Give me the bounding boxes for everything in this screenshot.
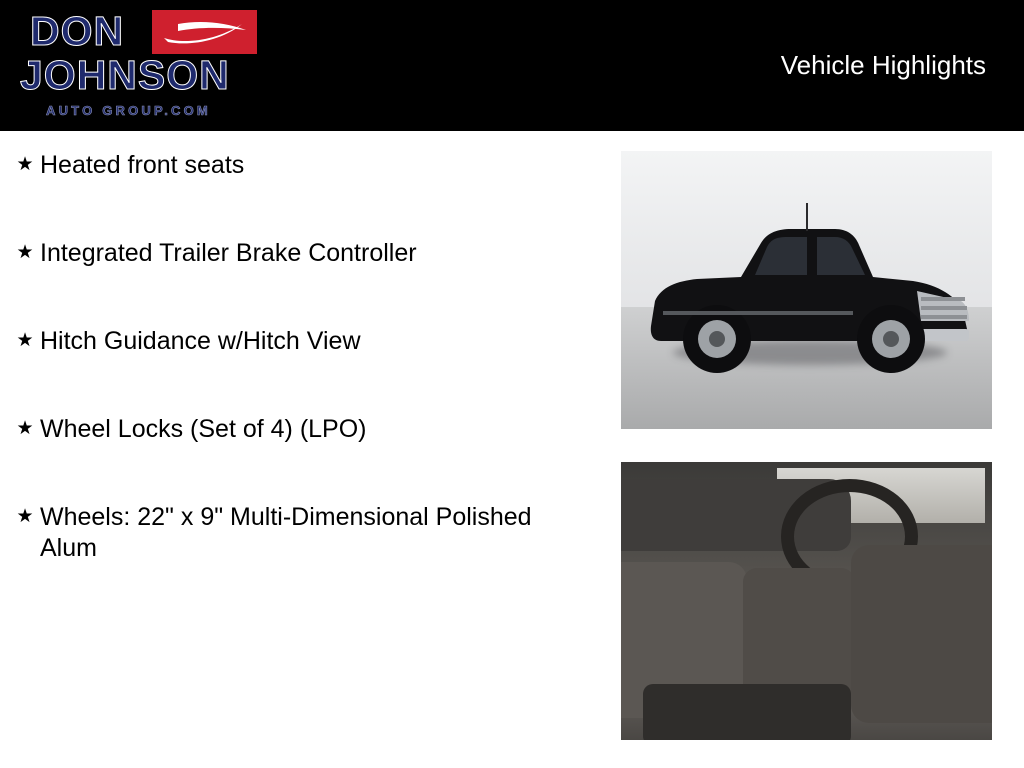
list-item — [10, 150, 590, 181]
list-item — [10, 238, 590, 269]
logo-line-1: DON — [30, 8, 125, 54]
exterior-photo — [621, 151, 992, 429]
floor-mat — [643, 684, 851, 740]
logo-tagline: AUTO GROUP.COM — [46, 103, 211, 118]
feature-label: Integrated Trailer Brake Controller — [40, 239, 417, 267]
header-bar — [0, 0, 1024, 131]
dealer-logo — [12, 8, 257, 128]
interior-photo — [621, 462, 992, 740]
star-icon: ★ — [16, 330, 34, 351]
center-console — [743, 568, 854, 701]
page-title: Vehicle Highlights — [780, 50, 986, 80]
logo-swoosh-icon — [162, 18, 248, 46]
list-item — [10, 414, 590, 445]
star-icon: ★ — [16, 506, 34, 527]
passenger-seat — [851, 545, 992, 723]
feature-label: Wheel Locks (Set of 4) (LPO) — [40, 415, 367, 443]
feature-label: Hitch Guidance w/Hitch View — [40, 327, 361, 355]
list-item — [10, 502, 590, 564]
truck-illustration — [621, 151, 992, 429]
star-icon: ★ — [16, 242, 34, 263]
star-icon: ★ — [16, 154, 34, 175]
feature-label: Wheels: 22" x 9" Multi-Dimensional Polished Alum — [40, 503, 532, 562]
logo-line-2: JOHNSON — [20, 52, 230, 98]
list-item — [10, 326, 590, 357]
star-icon: ★ — [16, 418, 34, 439]
feature-label: Heated front seats — [40, 151, 245, 179]
vehicle-highlights-list — [10, 150, 590, 564]
